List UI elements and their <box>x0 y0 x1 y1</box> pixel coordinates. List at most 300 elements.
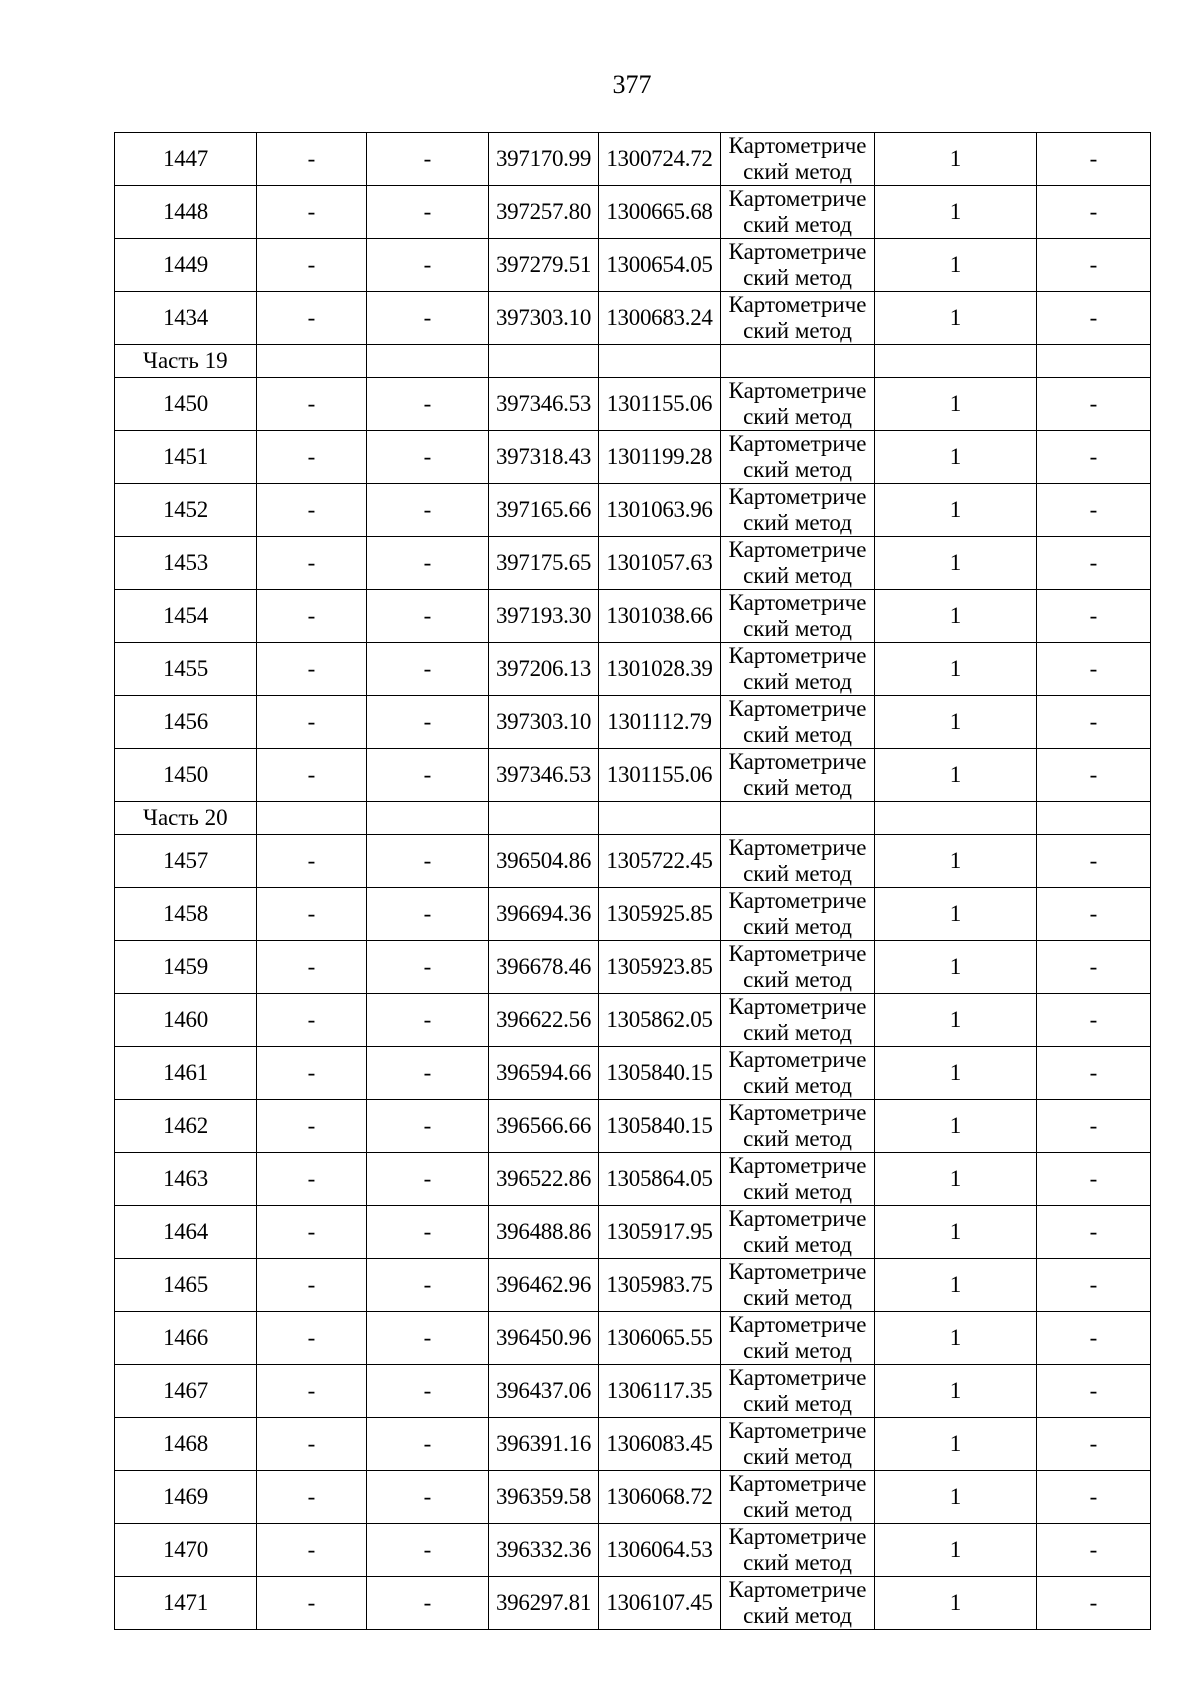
table-row <box>115 1153 1151 1206</box>
y-coordinate-cell: 1301155.06 <box>599 749 721 802</box>
table-row <box>115 1418 1151 1471</box>
method-cell <box>721 133 875 186</box>
point-number-cell: 1458 <box>115 888 257 941</box>
point-number-cell: 1468 <box>115 1418 257 1471</box>
y-coordinate-cell: 1301199.28 <box>599 431 721 484</box>
y-coordinate-cell: 1305840.15 <box>599 1047 721 1100</box>
table-body <box>115 133 1151 1630</box>
method-cell <box>721 1365 875 1418</box>
accuracy-cell: 1 <box>875 590 1037 643</box>
dash-cell: - <box>367 1153 489 1206</box>
table-row <box>115 749 1151 802</box>
y-coordinate-cell: 1305917.95 <box>599 1206 721 1259</box>
method-cell <box>721 1047 875 1100</box>
part-label: Часть 20 <box>115 802 257 835</box>
x-coordinate-cell: 397303.10 <box>489 696 599 749</box>
method-line-2: ский метод <box>743 1444 852 1469</box>
method-line-1: Картометриче <box>728 537 867 562</box>
x-coordinate-cell: 397318.43 <box>489 431 599 484</box>
dash-cell: - <box>257 431 367 484</box>
x-coordinate-cell: 397193.30 <box>489 590 599 643</box>
y-coordinate-cell: 1305925.85 <box>599 888 721 941</box>
accuracy-cell: 1 <box>875 1418 1037 1471</box>
table-row <box>115 239 1151 292</box>
point-number-cell: 1462 <box>115 1100 257 1153</box>
dash-cell: - <box>1037 1418 1151 1471</box>
dash-cell: - <box>367 484 489 537</box>
dash-cell: - <box>257 835 367 888</box>
point-number-cell: 1455 <box>115 643 257 696</box>
dash-cell: - <box>1037 484 1151 537</box>
dash-cell: - <box>367 1471 489 1524</box>
x-coordinate-cell: 396462.96 <box>489 1259 599 1312</box>
method-line-2: ский метод <box>743 775 852 800</box>
method-line-2: ский метод <box>743 967 852 992</box>
method-line-2: ский метод <box>743 457 852 482</box>
table-row <box>115 643 1151 696</box>
method-line-2: ский метод <box>743 1126 852 1151</box>
accuracy-cell: 1 <box>875 133 1037 186</box>
dash-cell: - <box>257 378 367 431</box>
method-line-2: ский метод <box>743 914 852 939</box>
method-line-1: Картометриче <box>728 1206 867 1231</box>
x-coordinate-cell: 396450.96 <box>489 1312 599 1365</box>
x-coordinate-cell: 396332.36 <box>489 1524 599 1577</box>
method-cell <box>721 1471 875 1524</box>
method-line-1: Картометриче <box>728 292 867 317</box>
dash-cell: - <box>1037 1471 1151 1524</box>
method-cell <box>721 696 875 749</box>
dash-cell: - <box>257 994 367 1047</box>
method-cell <box>721 537 875 590</box>
dash-cell: - <box>257 484 367 537</box>
dash-cell: - <box>367 1047 489 1100</box>
method-cell <box>721 1259 875 1312</box>
method-line-1: Картометриче <box>728 835 867 860</box>
dash-cell: - <box>257 186 367 239</box>
method-cell <box>721 1312 875 1365</box>
method-line-2: ский метод <box>743 1338 852 1363</box>
accuracy-cell: 1 <box>875 1153 1037 1206</box>
y-coordinate-cell: 1301028.39 <box>599 643 721 696</box>
x-coordinate-cell: 397206.13 <box>489 643 599 696</box>
x-coordinate-cell: 397346.53 <box>489 378 599 431</box>
dash-cell: - <box>1037 941 1151 994</box>
method-cell <box>721 1153 875 1206</box>
dash-cell: - <box>367 1524 489 1577</box>
method-line-2: ский метод <box>743 1497 852 1522</box>
y-coordinate-cell: 1305864.05 <box>599 1153 721 1206</box>
dash-cell: - <box>367 941 489 994</box>
dash-cell: - <box>1037 1524 1151 1577</box>
method-line-2: ский метод <box>743 722 852 747</box>
method-line-1: Картометриче <box>728 749 867 774</box>
dash-cell: - <box>367 431 489 484</box>
table-row <box>115 1471 1151 1524</box>
dash-cell: - <box>257 537 367 590</box>
y-coordinate-cell: 1306065.55 <box>599 1312 721 1365</box>
accuracy-cell: 1 <box>875 994 1037 1047</box>
table-row <box>115 696 1151 749</box>
dash-cell: - <box>367 1577 489 1630</box>
x-coordinate-cell: 396694.36 <box>489 888 599 941</box>
accuracy-cell: 1 <box>875 1047 1037 1100</box>
accuracy-cell: 1 <box>875 537 1037 590</box>
point-number-cell: 1459 <box>115 941 257 994</box>
empty-cell <box>257 345 367 378</box>
dash-cell: - <box>257 1312 367 1365</box>
dash-cell: - <box>257 133 367 186</box>
method-line-2: ский метод <box>743 616 852 641</box>
accuracy-cell: 1 <box>875 1524 1037 1577</box>
y-coordinate-cell: 1301057.63 <box>599 537 721 590</box>
dash-cell: - <box>257 1047 367 1100</box>
table-row <box>115 1365 1151 1418</box>
y-coordinate-cell: 1300724.72 <box>599 133 721 186</box>
dash-cell: - <box>367 1418 489 1471</box>
dash-cell: - <box>1037 749 1151 802</box>
dash-cell: - <box>1037 1577 1151 1630</box>
method-line-2: ский метод <box>743 212 852 237</box>
method-line-1: Картометриче <box>728 941 867 966</box>
accuracy-cell: 1 <box>875 1365 1037 1418</box>
dash-cell: - <box>257 1471 367 1524</box>
table-row <box>115 941 1151 994</box>
empty-cell <box>875 345 1037 378</box>
dash-cell: - <box>257 1100 367 1153</box>
method-cell <box>721 643 875 696</box>
empty-cell <box>367 345 489 378</box>
accuracy-cell: 1 <box>875 1206 1037 1259</box>
table-row <box>115 1259 1151 1312</box>
method-line-2: ский метод <box>743 265 852 290</box>
empty-cell <box>367 802 489 835</box>
x-coordinate-cell: 396566.66 <box>489 1100 599 1153</box>
point-number-cell: 1461 <box>115 1047 257 1100</box>
method-line-2: ский метод <box>743 563 852 588</box>
dash-cell: - <box>1037 1206 1151 1259</box>
table-row <box>115 1577 1151 1630</box>
dash-cell: - <box>257 292 367 345</box>
method-line-2: ский метод <box>743 1179 852 1204</box>
point-number-cell: 1453 <box>115 537 257 590</box>
point-number-cell: 1452 <box>115 484 257 537</box>
method-cell <box>721 239 875 292</box>
point-number-cell: 1456 <box>115 696 257 749</box>
method-cell <box>721 484 875 537</box>
empty-cell <box>489 802 599 835</box>
table-row <box>115 133 1151 186</box>
method-line-1: Картометриче <box>728 1100 867 1125</box>
x-coordinate-cell: 396359.58 <box>489 1471 599 1524</box>
dash-cell: - <box>257 1418 367 1471</box>
empty-cell <box>721 802 875 835</box>
accuracy-cell: 1 <box>875 431 1037 484</box>
method-cell <box>721 1524 875 1577</box>
accuracy-cell: 1 <box>875 239 1037 292</box>
x-coordinate-cell: 396678.46 <box>489 941 599 994</box>
point-number-cell: 1457 <box>115 835 257 888</box>
method-line-1: Картометриче <box>728 1471 867 1496</box>
dash-cell: - <box>367 186 489 239</box>
x-coordinate-cell: 396522.86 <box>489 1153 599 1206</box>
dash-cell: - <box>257 1524 367 1577</box>
dash-cell: - <box>1037 1153 1151 1206</box>
table-row <box>115 1206 1151 1259</box>
table-row <box>115 484 1151 537</box>
dash-cell: - <box>367 378 489 431</box>
accuracy-cell: 1 <box>875 643 1037 696</box>
method-line-2: ский метод <box>743 1603 852 1628</box>
point-number-cell: 1449 <box>115 239 257 292</box>
dash-cell: - <box>367 1206 489 1259</box>
table-row <box>115 1524 1151 1577</box>
accuracy-cell: 1 <box>875 749 1037 802</box>
accuracy-cell: 1 <box>875 1471 1037 1524</box>
dash-cell: - <box>1037 835 1151 888</box>
dash-cell: - <box>367 1312 489 1365</box>
method-line-1: Картометриче <box>728 186 867 211</box>
method-line-1: Картометриче <box>728 643 867 668</box>
method-line-1: Картометриче <box>728 378 867 403</box>
table-row <box>115 1312 1151 1365</box>
x-coordinate-cell: 396504.86 <box>489 835 599 888</box>
x-coordinate-cell: 397175.65 <box>489 537 599 590</box>
dash-cell: - <box>367 239 489 292</box>
method-line-1: Картометриче <box>728 1418 867 1443</box>
dash-cell: - <box>1037 590 1151 643</box>
y-coordinate-cell: 1306068.72 <box>599 1471 721 1524</box>
x-coordinate-cell: 397165.66 <box>489 484 599 537</box>
table-row <box>115 378 1151 431</box>
dash-cell: - <box>257 749 367 802</box>
empty-cell <box>875 802 1037 835</box>
method-cell <box>721 1100 875 1153</box>
dash-cell: - <box>367 292 489 345</box>
y-coordinate-cell: 1305722.45 <box>599 835 721 888</box>
dash-cell: - <box>257 888 367 941</box>
method-line-1: Картометриче <box>728 1577 867 1602</box>
method-line-1: Картометриче <box>728 1365 867 1390</box>
table-row <box>115 590 1151 643</box>
part-header-row <box>115 345 1151 378</box>
accuracy-cell: 1 <box>875 484 1037 537</box>
dash-cell: - <box>367 888 489 941</box>
part-label: Часть 19 <box>115 345 257 378</box>
y-coordinate-cell: 1301155.06 <box>599 378 721 431</box>
point-number-cell: 1447 <box>115 133 257 186</box>
page-number: 377 <box>612 70 652 99</box>
table-row <box>115 888 1151 941</box>
method-cell <box>721 888 875 941</box>
empty-cell <box>599 802 721 835</box>
method-cell <box>721 431 875 484</box>
method-line-1: Картометриче <box>728 484 867 509</box>
dash-cell: - <box>367 1259 489 1312</box>
dash-cell: - <box>1037 133 1151 186</box>
x-coordinate-cell: 396297.81 <box>489 1577 599 1630</box>
y-coordinate-cell: 1306107.45 <box>599 1577 721 1630</box>
y-coordinate-cell: 1305840.15 <box>599 1100 721 1153</box>
empty-cell <box>721 345 875 378</box>
dash-cell: - <box>1037 378 1151 431</box>
empty-cell <box>489 345 599 378</box>
y-coordinate-cell: 1306064.53 <box>599 1524 721 1577</box>
x-coordinate-cell: 397257.80 <box>489 186 599 239</box>
method-line-1: Картометриче <box>728 1524 867 1549</box>
method-cell <box>721 378 875 431</box>
point-number-cell: 1466 <box>115 1312 257 1365</box>
method-line-1: Картометриче <box>728 1312 867 1337</box>
x-coordinate-cell: 396622.56 <box>489 994 599 1047</box>
method-cell <box>721 186 875 239</box>
dash-cell: - <box>367 590 489 643</box>
method-cell <box>721 994 875 1047</box>
x-coordinate-cell: 397279.51 <box>489 239 599 292</box>
dash-cell: - <box>367 537 489 590</box>
accuracy-cell: 1 <box>875 835 1037 888</box>
dash-cell: - <box>1037 994 1151 1047</box>
point-number-cell: 1454 <box>115 590 257 643</box>
method-line-2: ский метод <box>743 159 852 184</box>
dash-cell: - <box>1037 1365 1151 1418</box>
method-line-2: ский метод <box>743 1232 852 1257</box>
method-line-1: Картометриче <box>728 994 867 1019</box>
point-number-cell: 1471 <box>115 1577 257 1630</box>
method-cell <box>721 292 875 345</box>
empty-cell <box>257 802 367 835</box>
accuracy-cell: 1 <box>875 1100 1037 1153</box>
method-line-1: Картометриче <box>728 1153 867 1178</box>
accuracy-cell: 1 <box>875 888 1037 941</box>
empty-cell <box>599 345 721 378</box>
x-coordinate-cell: 397170.99 <box>489 133 599 186</box>
dash-cell: - <box>257 590 367 643</box>
dash-cell: - <box>257 696 367 749</box>
method-line-2: ский метод <box>743 510 852 535</box>
y-coordinate-cell: 1301038.66 <box>599 590 721 643</box>
point-number-cell: 1470 <box>115 1524 257 1577</box>
y-coordinate-cell: 1306117.35 <box>599 1365 721 1418</box>
method-line-2: ский метод <box>743 1550 852 1575</box>
table-row <box>115 835 1151 888</box>
point-number-cell: 1469 <box>115 1471 257 1524</box>
dash-cell: - <box>1037 643 1151 696</box>
x-coordinate-cell: 396594.66 <box>489 1047 599 1100</box>
table-row <box>115 1100 1151 1153</box>
method-line-1: Картометриче <box>728 590 867 615</box>
dash-cell: - <box>367 994 489 1047</box>
point-number-cell: 1460 <box>115 994 257 1047</box>
point-number-cell: 1467 <box>115 1365 257 1418</box>
part-header-row <box>115 802 1151 835</box>
table-row <box>115 994 1151 1047</box>
dash-cell: - <box>1037 696 1151 749</box>
point-number-cell: 1450 <box>115 749 257 802</box>
accuracy-cell: 1 <box>875 941 1037 994</box>
coordinates-table <box>114 132 1151 1630</box>
table-row <box>115 186 1151 239</box>
dash-cell: - <box>257 1365 367 1418</box>
method-cell <box>721 941 875 994</box>
accuracy-cell: 1 <box>875 186 1037 239</box>
dash-cell: - <box>257 941 367 994</box>
method-cell <box>721 590 875 643</box>
method-line-2: ский метод <box>743 669 852 694</box>
y-coordinate-cell: 1301112.79 <box>599 696 721 749</box>
dash-cell: - <box>1037 888 1151 941</box>
table-row <box>115 537 1151 590</box>
method-cell <box>721 749 875 802</box>
x-coordinate-cell: 396437.06 <box>489 1365 599 1418</box>
method-line-2: ский метод <box>743 861 852 886</box>
method-cell <box>721 835 875 888</box>
accuracy-cell: 1 <box>875 1312 1037 1365</box>
x-coordinate-cell: 396391.16 <box>489 1418 599 1471</box>
x-coordinate-cell: 397303.10 <box>489 292 599 345</box>
method-line-2: ский метод <box>743 1285 852 1310</box>
accuracy-cell: 1 <box>875 1577 1037 1630</box>
dash-cell: - <box>257 643 367 696</box>
dash-cell: - <box>1037 1100 1151 1153</box>
dash-cell: - <box>1037 537 1151 590</box>
y-coordinate-cell: 1305983.75 <box>599 1259 721 1312</box>
y-coordinate-cell: 1300683.24 <box>599 292 721 345</box>
y-coordinate-cell: 1305923.85 <box>599 941 721 994</box>
method-cell <box>721 1206 875 1259</box>
point-number-cell: 1464 <box>115 1206 257 1259</box>
method-line-2: ский метод <box>743 1020 852 1045</box>
dash-cell: - <box>1037 1047 1151 1100</box>
point-number-cell: 1434 <box>115 292 257 345</box>
point-number-cell: 1450 <box>115 378 257 431</box>
y-coordinate-cell: 1300665.68 <box>599 186 721 239</box>
dash-cell: - <box>1037 239 1151 292</box>
dash-cell: - <box>367 835 489 888</box>
dash-cell: - <box>257 1577 367 1630</box>
accuracy-cell: 1 <box>875 292 1037 345</box>
method-cell <box>721 1418 875 1471</box>
accuracy-cell: 1 <box>875 378 1037 431</box>
x-coordinate-cell: 396488.86 <box>489 1206 599 1259</box>
dash-cell: - <box>367 749 489 802</box>
method-line-1: Картометриче <box>728 1259 867 1284</box>
dash-cell: - <box>367 133 489 186</box>
dash-cell: - <box>257 1153 367 1206</box>
dash-cell: - <box>1037 431 1151 484</box>
dash-cell: - <box>367 1100 489 1153</box>
method-line-1: Картометриче <box>728 888 867 913</box>
point-number-cell: 1463 <box>115 1153 257 1206</box>
point-number-cell: 1465 <box>115 1259 257 1312</box>
point-number-cell: 1448 <box>115 186 257 239</box>
method-cell <box>721 1577 875 1630</box>
empty-cell <box>1037 345 1151 378</box>
accuracy-cell: 1 <box>875 1259 1037 1312</box>
method-line-1: Картометриче <box>728 696 867 721</box>
y-coordinate-cell: 1301063.96 <box>599 484 721 537</box>
table-row <box>115 1047 1151 1100</box>
method-line-1: Картометриче <box>728 431 867 456</box>
method-line-1: Картометриче <box>728 239 867 264</box>
point-number-cell: 1451 <box>115 431 257 484</box>
x-coordinate-cell: 397346.53 <box>489 749 599 802</box>
dash-cell: - <box>257 1259 367 1312</box>
method-line-2: ский метод <box>743 1391 852 1416</box>
method-line-2: ский метод <box>743 1073 852 1098</box>
y-coordinate-cell: 1306083.45 <box>599 1418 721 1471</box>
dash-cell: - <box>257 239 367 292</box>
